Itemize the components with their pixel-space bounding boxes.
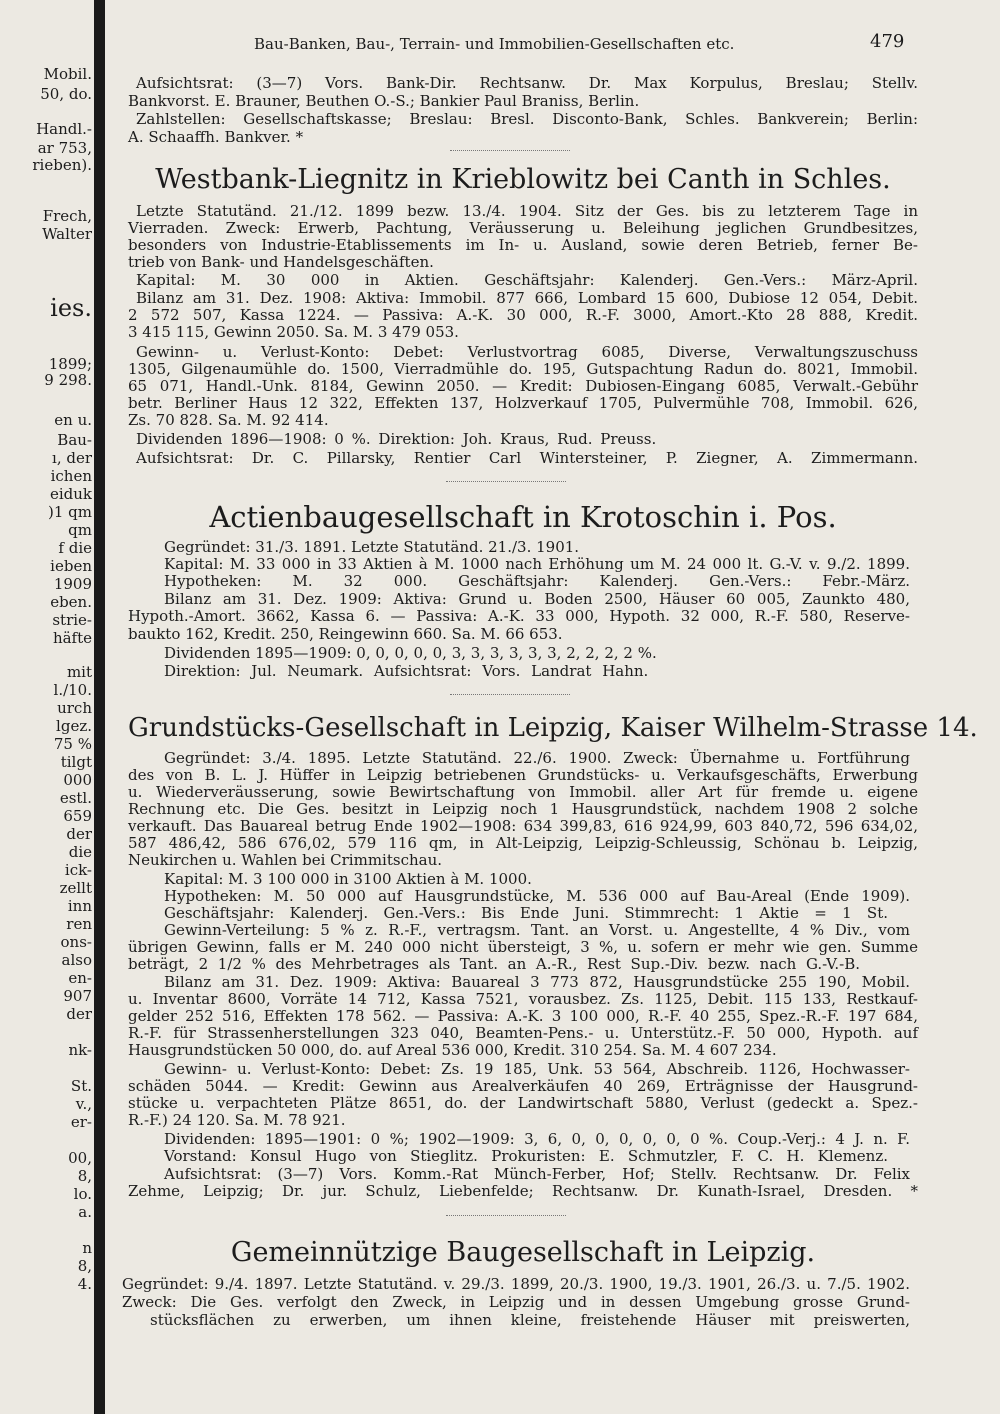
text-line: u. Inventar 8600, Vorräte 14 712, Kassa 7521, vorausbez. Zs. 1125, Debit. 115 133, Restkauf- — [128, 990, 918, 1008]
left-fragment: ieben — [50, 557, 92, 575]
text-line: Kapital: M. 30 000 in Aktien. Geschäftsjahr: Kalenderj. Gen.-Vers.: März-April. — [136, 271, 918, 289]
section-title: Westbank-Liegnitz in Krieblowitz bei Canth in Schles. — [155, 164, 891, 195]
text-line: trieb von Bank- und Handelsgeschäften. — [128, 253, 434, 271]
left-fragment: l./10. — [53, 681, 92, 699]
left-fragment: rieben). — [32, 156, 92, 174]
left-fragment: lo. — [73, 1185, 92, 1203]
text-line: stücke u. verpachteten Plätze 8651, do. der Landwirtschaft 5880, Verlust (gedeckt a. Spez.- — [128, 1094, 918, 1112]
text-line: Aufsichtsrat: Dr. C. Pillarsky, Rentier Carl Wintersteiner, P. Ziegner, A. Zimmermann. — [136, 449, 918, 467]
text-line: 65 071, Handl.-Unk. 8184, Gewinn 2050. — Kredit: Dubiosen-Eingang 6085, Verwalt.-Gebühr — [128, 377, 918, 395]
text-line: übrigen Gewinn, falls er M. 240 000 nicht übersteigt, 3 %, u. sofern er mehr wie gen. Summe — [128, 938, 918, 956]
text-line: schäden 5044. — Kredit: Gewinn aus Arealverkäufen 40 269, Erträgnisse der Hausgrund- — [128, 1077, 918, 1095]
text-line: Zweck: Die Ges. verfolgt den Zweck, in Leipzig und in dessen Umgebung grosse Grund- — [122, 1293, 910, 1311]
text-line: R.-F. für Strassenherstellungen 323 040, Beamten-Pens.- u. Unterstütz.-F. 50 000, Hypoth. auf — [128, 1024, 918, 1042]
left-fragment: also — [61, 951, 92, 969]
left-fragment: f die — [58, 539, 92, 557]
text-line: beträgt, 2 1/2 % des Mehrbetrages als Tant. an A.-R., Rest Sup.-Div. bezw. nach G.-V.-B. — [128, 955, 860, 973]
text-line: 2 572 507, Kassa 1224. — Passiva: A.-K. 30 000, R.-F. 3000, Amort.-Kto 28 888, Kredit. — [128, 306, 918, 324]
text-line: Zehme, Leipzig; Dr. jur. Schulz, Liebenfelde; Rechtsanw. Dr. Kunath-Israel, Dresden. * — [128, 1182, 918, 1200]
left-fragment: 8, — [77, 1167, 92, 1185]
section-title: Grundstücks-Gesellschaft in Leipzig, Kaiser Wilhelm-Strasse 14. — [128, 713, 978, 743]
left-fragment: ick- — [64, 861, 92, 879]
left-fragment: 907 — [63, 987, 92, 1005]
section-separator — [446, 481, 566, 482]
left-fragment: qm — [68, 521, 92, 539]
text-line: R.-F.) 24 120. Sa. M. 78 921. — [128, 1111, 346, 1129]
text-line: Kapital: M. 3 100 000 in 3100 Aktien à M. 1000. — [164, 870, 532, 888]
left-fragment: 000 — [63, 771, 92, 789]
left-fragment: nk- — [68, 1041, 92, 1059]
text-line: Neukirchen u. Wahlen bei Crimmitschau. — [128, 851, 442, 869]
text-line: Gewinn-Verteilung: 5 % z. R.-F., vertragsm. Tant. an Vorst. u. Angestellte, 4 % Div., vom — [164, 921, 910, 939]
left-fragment: lgez. — [56, 717, 92, 735]
left-fragment: eiduk — [49, 485, 92, 503]
section-title: Gemeinnützige Baugesellschaft in Leipzig. — [230, 1237, 816, 1268]
left-fragment: en u. — [54, 411, 92, 429]
left-fragment: a. — [78, 1203, 92, 1221]
text-line: Gegründet: 9./4. 1897. Letzte Statutänd. v. 29./3. 1899, 20./3. 1900, 19./3. 1901, 26./3. u. 7./5. 1902. — [122, 1275, 910, 1293]
left-fragment: v., — [75, 1095, 92, 1113]
text-line: Vierraden. Zweck: Erwerb, Pachtung, Veräusserung u. Beleihung jeglichen Grundbesitzes, — [128, 219, 918, 237]
page-content — [122, 0, 978, 1414]
left-fragment: Frech, — [42, 207, 92, 225]
text-line: Hausgrundstücken 50 000, do. auf Areal 536 000, Kredit. 310 254. Sa. M. 4 607 234. — [128, 1041, 777, 1059]
text-line: 1305, Gilgenaumühle do. 1500, Vierradmühle do. 195, Gutspachtung Radun do. 8021, Immobil. — [128, 360, 918, 378]
text-line: Bilanz am 31. Dez. 1908: Aktiva: Immobil. 877 666, Lombard 15 600, Dubiose 12 054, Debit. — [136, 289, 918, 307]
text-line: Rechnung etc. Die Ges. besitzt in Leipzig noch 1 Hausgrundstück, nachdem 1908 2 solche — [128, 800, 918, 818]
text-line: baukto 162, Kredit. 250, Reingewinn 660. Sa. M. 66 653. — [128, 625, 563, 643]
text-line: Letzte Statutänd. 21./12. 1899 bezw. 13./4. 1904. Sitz der Ges. bis zu letzterem Tage in — [136, 202, 918, 220]
text-line: Zs. 70 828. Sa. M. 92 414. — [128, 411, 329, 429]
left-fragment: Handl.- — [36, 120, 92, 138]
section-separator — [446, 1215, 566, 1216]
left-fragment: Mobil. — [43, 65, 92, 83]
text-line: Direktion: Jul. Neumark. Aufsichtsrat: Vors. Landrat Hahn. — [164, 662, 649, 680]
text-line: u. Wiederveräusserung, sowie Bewirtschaftung von Immobil. aller Art für fremde u. eigene — [128, 783, 918, 801]
left-fragment: Bau- — [57, 431, 92, 449]
left-fragment: er- — [70, 1113, 92, 1131]
text-line: Bankvorst. E. Brauner, Beuthen O.-S.; Bankier Paul Braniss, Berlin. — [128, 92, 640, 110]
text-line: Gegründet: 3./4. 1895. Letzte Statutänd. 22./6. 1900. Zweck: Übernahme u. Fortführung — [164, 749, 910, 767]
left-fragment: 1909 — [53, 575, 92, 593]
left-fragment: die — [68, 843, 92, 861]
text-line: Aufsichtsrat: (3—7) Vors. Komm.-Rat Münch-Ferber, Hof; Stellv. Rechtsanw. Dr. Felix — [164, 1165, 910, 1183]
left-fragment: ies. — [50, 294, 92, 322]
left-fragment: mit — [66, 663, 92, 681]
left-fragment: 50, do. — [40, 85, 92, 103]
left-fragment: 1899; — [48, 355, 92, 373]
text-line: Aufsichtsrat: (3—7) Vors. Bank-Dir. Rechtsanw. Dr. Max Korpulus, Breslau; Stellv. — [136, 74, 918, 92]
text-line: Hypotheken: M. 50 000 auf Hausgrundstücke, M. 536 000 auf Bau-Areal (Ende 1909). — [164, 887, 910, 905]
left-fragment: ren — [66, 915, 92, 933]
left-fragment: inn — [67, 897, 92, 915]
left-fragment: 8, — [77, 1257, 92, 1275]
text-line: Kapital: M. 33 000 in 33 Aktien à M. 1000 nach Erhöhung um M. 24 000 lt. G.-V. v. 9./2. 1899. — [164, 555, 910, 573]
left-fragment: urch — [57, 699, 92, 717]
section-separator — [450, 694, 570, 695]
text-line: betr. Berliner Haus 12 322, Effekten 137, Holzverkauf 1705, Pulvermühle 708, Immobil. 626, — [128, 394, 918, 412]
running-header: Bau-Banken, Bau-, Terrain- und Immobilien-Gesellschaften etc. — [254, 35, 735, 53]
left-fragment: 00, — [68, 1149, 92, 1167]
text-line: Bilanz am 31. Dez. 1909: Aktiva: Bauareal 3 773 872, Hausgrundstücke 255 190, Mobil. — [164, 973, 910, 991]
left-fragment: ichen — [50, 467, 92, 485]
left-fragment: St. — [70, 1077, 92, 1095]
text-line: Gegründet: 31./3. 1891. Letzte Statutänd. 21./3. 1901. — [164, 538, 580, 556]
section-separator — [450, 150, 570, 151]
left-fragment: )1 qm — [48, 503, 92, 521]
text-line: Gewinn- u. Verlust-Konto: Debet: Zs. 19 185, Unk. 53 564, Abschreib. 1126, Hochwasser- — [164, 1060, 910, 1078]
left-fragment: ons- — [60, 933, 92, 951]
text-line: Dividenden 1896—1908: 0 %. Direktion: Joh. Kraus, Rud. Preuss. — [136, 430, 657, 448]
left-fragment: eben. — [50, 593, 92, 611]
left-fragment: der — [66, 825, 92, 843]
text-line: Dividenden 1895—1909: 0, 0, 0, 0, 0, 3, 3, 3, 3, 3, 3, 2, 2, 2, 2 %. — [164, 644, 657, 662]
text-line: 587 486,42, 586 676,02, 579 116 qm, in Alt-Leipzig, Leipzig-Schleussig, Schönau b. Leipzig, — [128, 834, 918, 852]
left-fragment: n — [82, 1239, 92, 1257]
left-fragment: Walter — [42, 225, 92, 243]
text-line: A. Schaaffh. Bankver. * — [128, 128, 304, 146]
text-line: Bilanz am 31. Dez. 1909: Aktiva: Grund u. Boden 2500, Häuser 60 005, Zaunkto 480, — [164, 590, 910, 608]
left-fragment: en- — [68, 969, 92, 987]
left-page-fragments — [0, 0, 92, 1414]
text-line: Geschäftsjahr: Kalenderj. Gen.-Vers.: Bis Ende Juni. Stimmrecht: 1 Aktie = 1 St. — [164, 904, 888, 922]
text-line: stücksflächen zu erwerben, um ihnen kleine, freistehende Häuser mit preiswerten, — [150, 1311, 910, 1329]
text-line: 3 415 115, Gewinn 2050. Sa. M. 3 479 053. — [128, 323, 459, 341]
left-fragment: strie- — [52, 611, 92, 629]
text-line: Vorstand: Konsul Hugo von Stieglitz. Prokuristen: E. Schmutzler, F. C. H. Klemenz. — [164, 1147, 888, 1165]
text-line: Gewinn- u. Verlust-Konto: Debet: Verlustvortrag 6085, Diverse, Verwaltungszuschuss — [136, 343, 918, 361]
book-spine-rule — [94, 0, 105, 1414]
text-line: Hypotheken: M. 32 000. Geschäftsjahr: Kalenderj. Gen.-Vers.: Febr.-März. — [164, 572, 910, 590]
text-line: besonders von Industrie-Etablissements im In- u. Ausland, sowie deren Betrieb, ferner Be- — [128, 236, 918, 254]
left-fragment: tilgt — [60, 753, 92, 771]
text-line: Dividenden: 1895—1901: 0 %; 1902—1909: 3, 6, 0, 0, 0, 0, 0, 0 %. Coup.-Verj.: 4 J. n. F. — [164, 1130, 910, 1148]
left-fragment: 4. — [77, 1275, 92, 1293]
text-line: Zahlstellen: Gesellschaftskasse; Breslau: Bresl. Disconto-Bank, Schles. Bankverein; Berlin: — [136, 110, 918, 128]
left-fragment: der — [66, 1005, 92, 1023]
left-fragment: 75 % — [53, 735, 92, 753]
left-fragment: 659 — [63, 807, 92, 825]
left-fragment: häfte — [52, 629, 92, 647]
section-title: Actienbaugesellschaft in Krotoschin i. Pos. — [209, 500, 837, 534]
text-line: Hypoth.-Amort. 3662, Kassa 6. — Passiva: A.-K. 33 000, Hypoth. 32 000, R.-F. 580, Reserve- — [128, 607, 910, 625]
left-fragment: ı, der — [52, 449, 92, 467]
text-line: gelder 252 516, Effekten 178 562. — Passiva: A.-K. 3 100 000, R.-F. 40 255, Spez.-R.-F. 197 684, — [128, 1007, 918, 1025]
left-fragment: ar 753, — [37, 139, 92, 157]
page-number: 479 — [870, 31, 905, 52]
left-fragment: 9 298. — [44, 371, 92, 389]
left-fragment: zellt — [59, 879, 92, 897]
text-line: des von B. L. J. Hüffer in Leipzig betriebenen Grundstücks- u. Verkaufsgeschäfts, Erwerbung — [128, 766, 918, 784]
text-line: verkauft. Das Bauareal betrug Ende 1902—1908: 634 399,83, 616 924,99, 603 840,72, 596 634,02, — [128, 817, 918, 835]
left-fragment: estl. — [59, 789, 92, 807]
